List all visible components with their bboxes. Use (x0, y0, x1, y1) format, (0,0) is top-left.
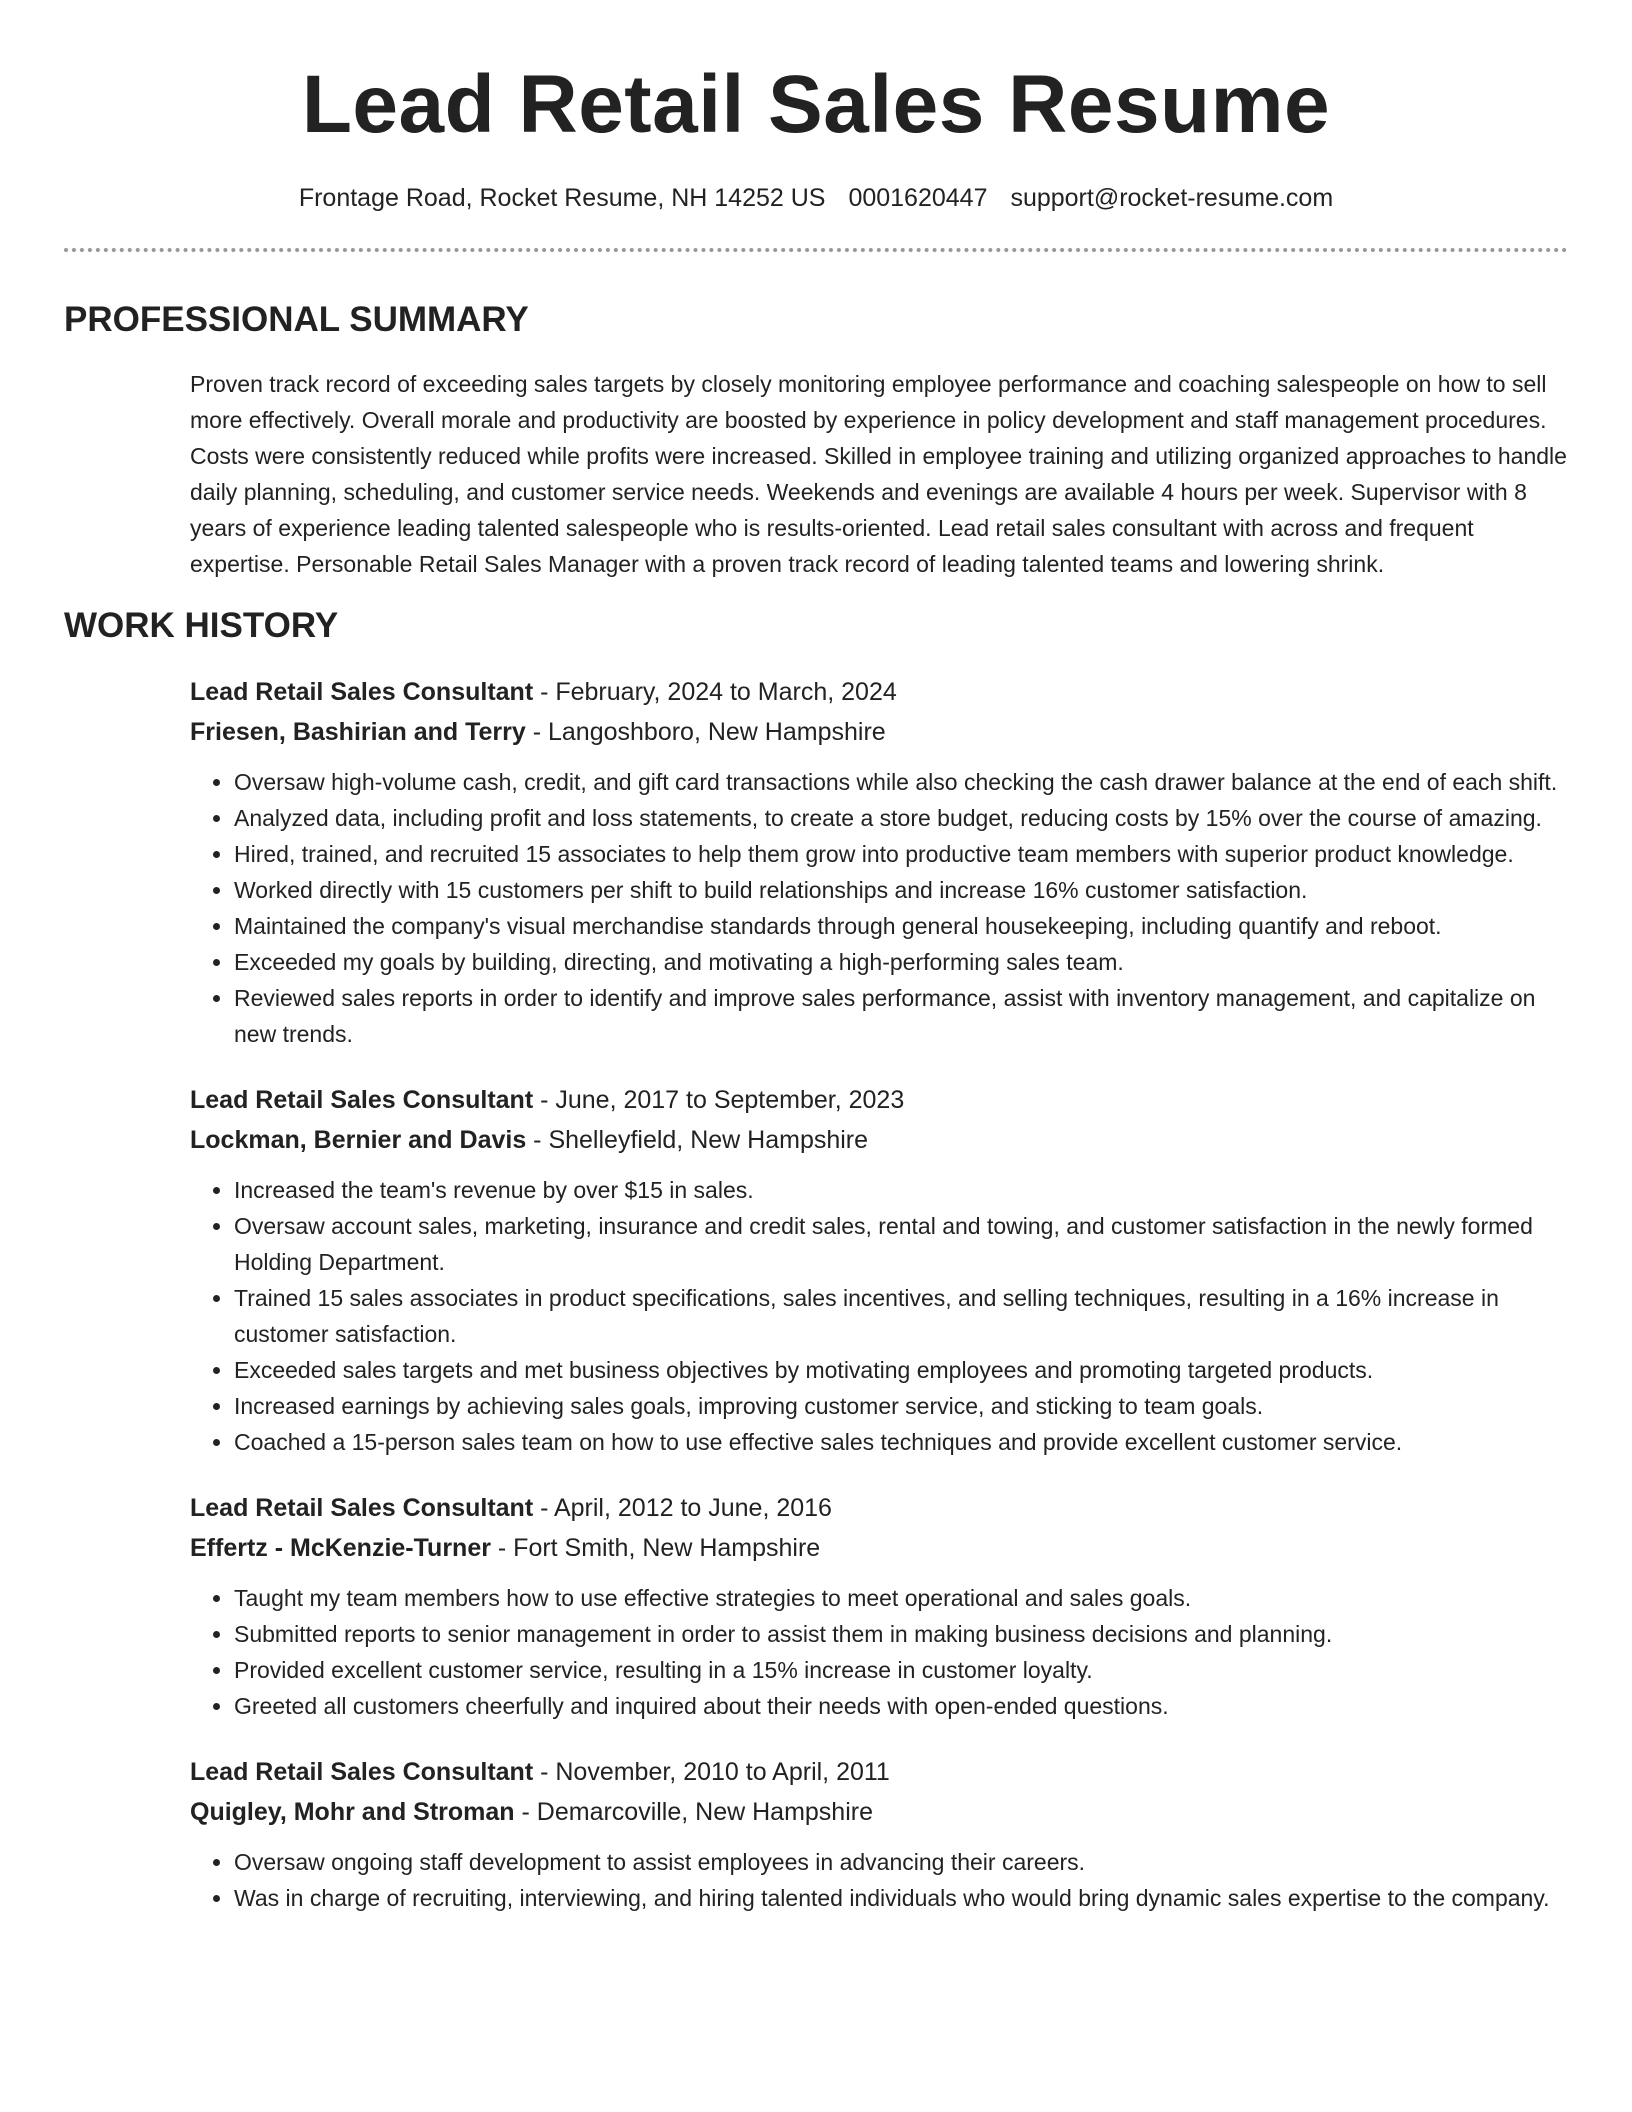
job-bullet: • Trained 15 sales associates in product specifications, sales incentives, and selling techniques, resulting in a 16% increase in customer satisfaction. (234, 1280, 1568, 1352)
job-bullet: • Submitted reports to senior management in order to assist them in making business decisions and planning. (234, 1616, 1568, 1652)
work-history-section (0, 604, 1632, 1916)
job-bullet: • Greeted all customers cheerfully and inquired about their needs with open-ended questions. (234, 1688, 1568, 1724)
job-title: Lead Retail Sales Consultant (190, 1494, 534, 1522)
job-location: - Fort Smith, New Hampshire (490, 1534, 821, 1562)
job-dates: - June, 2017 to September, 2023 (533, 1086, 905, 1114)
page-title: Lead Retail Sales Resume (301, 59, 1331, 150)
job-company: Quigley, Mohr and Stroman (190, 1798, 515, 1826)
section-title-work-history: WORK HISTORY (64, 606, 339, 645)
job-bullet: • Reviewed sales reports in order to identify and improve sales performance, assist with inventory management, and capitalize on new trends. (234, 980, 1568, 1052)
job-bullet: • Maintained the company's visual merchandise standards through general housekeeping, including quantify and reboot. (234, 908, 1568, 944)
job-bullet: • Oversaw high-volume cash, credit, and gift card transactions while also checking the cash drawer balance at the end of each shift. (234, 764, 1568, 800)
job-bullet: • Hired, trained, and recruited 15 associates to help them grow into productive team members with superior product knowledge. (234, 836, 1568, 872)
job-company-line (190, 1120, 1568, 1160)
contact-address: Frontage Road, Rocket Resume, NH 14252 US (298, 184, 826, 212)
contact-email: support@rocket-resume.com (1010, 184, 1334, 212)
job-bullet: • Provided excellent customer service, resulting in a 15% increase in customer loyalty. (234, 1652, 1568, 1688)
job-bullet: • Taught my team members how to use effective strategies to meet operational and sales goals. (234, 1580, 1568, 1616)
job-bullet: • Worked directly with 15 customers per shift to build relationships and increase 16% customer satisfaction. (234, 872, 1568, 908)
job-location: - Shelleyfield, New Hampshire (526, 1126, 869, 1154)
job-company-line (190, 1792, 1568, 1832)
job-bullets (190, 1580, 1568, 1724)
job-dates: - November, 2010 to April, 2011 (533, 1758, 890, 1786)
professional-summary-section (0, 298, 1632, 582)
job-bullet: • Increased earnings by achieving sales goals, improving customer service, and sticking to team goals. (234, 1388, 1568, 1424)
job-entry (190, 672, 1568, 1052)
job-dates: - April, 2012 to June, 2016 (533, 1494, 832, 1522)
job-location: - Langoshboro, New Hampshire (525, 718, 886, 746)
job-company: Effertz - McKenzie-Turner (190, 1534, 491, 1562)
job-company: Friesen, Bashirian and Terry (190, 718, 526, 746)
job-bullets (190, 1844, 1568, 1916)
job-location: - Demarcoville, New Hampshire (514, 1798, 873, 1826)
job-title-line (190, 1752, 1568, 1792)
job-bullet: • Exceeded my goals by building, directing, and motivating a high-performing sales team. (234, 944, 1568, 980)
job-company-line (190, 712, 1568, 752)
job-title: Lead Retail Sales Consultant (190, 1086, 534, 1114)
job-bullets (190, 1172, 1568, 1460)
job-bullet: • Was in charge of recruiting, interviewing, and hiring talented individuals who would bring dynamic sales expertise to the company. (234, 1880, 1568, 1916)
job-bullet: • Coached a 15-person sales team on how to use effective sales techniques and provide excellent customer service. (234, 1424, 1568, 1460)
job-bullet: • Analyzed data, including profit and loss statements, to create a store budget, reducing costs by 15% over the course of amazing. (234, 800, 1568, 836)
job-bullet: • Increased the team's revenue by over $15 in sales. (234, 1172, 1568, 1208)
header-divider (64, 248, 1568, 252)
job-dates: - February, 2024 to March, 2024 (533, 678, 897, 706)
summary-text: Proven track record of exceeding sales targets by closely monitoring employee performance and coaching salespeople on how to sell more effectively. Overall morale and productivity are boosted by experience in policy development and staff management procedures. Costs were consistently reduced while profits were increased. Skilled in employee training and utilizing organized approaches to handle daily planning, scheduling, and customer service needs. Weekends and evenings are available 4 hours per week. Supervisor with 8 years of experience leading talented salespeople who is results-oriented. Lead retail sales consultant with across and frequent expertise. Personable Retail Sales Manager with a proven track record of leading talented teams and lowering shrink. (190, 371, 1567, 577)
job-entry (190, 1488, 1568, 1724)
job-entry (190, 1080, 1568, 1460)
job-bullet: • Oversaw account sales, marketing, insurance and credit sales, rental and towing, and customer satisfaction in the newly formed Holding Department. (234, 1208, 1568, 1280)
contact-info (0, 182, 1632, 214)
section-title-summary: PROFESSIONAL SUMMARY (64, 300, 529, 339)
job-bullet: • Exceeded sales targets and met business objectives by motivating employees and promoting targeted products. (234, 1352, 1568, 1388)
job-title: Lead Retail Sales Consultant (190, 1758, 534, 1786)
contact-phone: 0001620447 (848, 184, 988, 212)
job-company: Lockman, Bernier and Davis (190, 1126, 527, 1154)
job-title-line (190, 672, 1568, 712)
job-entry (190, 1752, 1568, 1916)
job-bullet: • Oversaw ongoing staff development to assist employees in advancing their careers. (234, 1844, 1568, 1880)
job-company-line (190, 1528, 1568, 1568)
job-title-line (190, 1080, 1568, 1120)
job-title: Lead Retail Sales Consultant (190, 678, 534, 706)
job-bullets (190, 764, 1568, 1052)
job-title-line (190, 1488, 1568, 1528)
